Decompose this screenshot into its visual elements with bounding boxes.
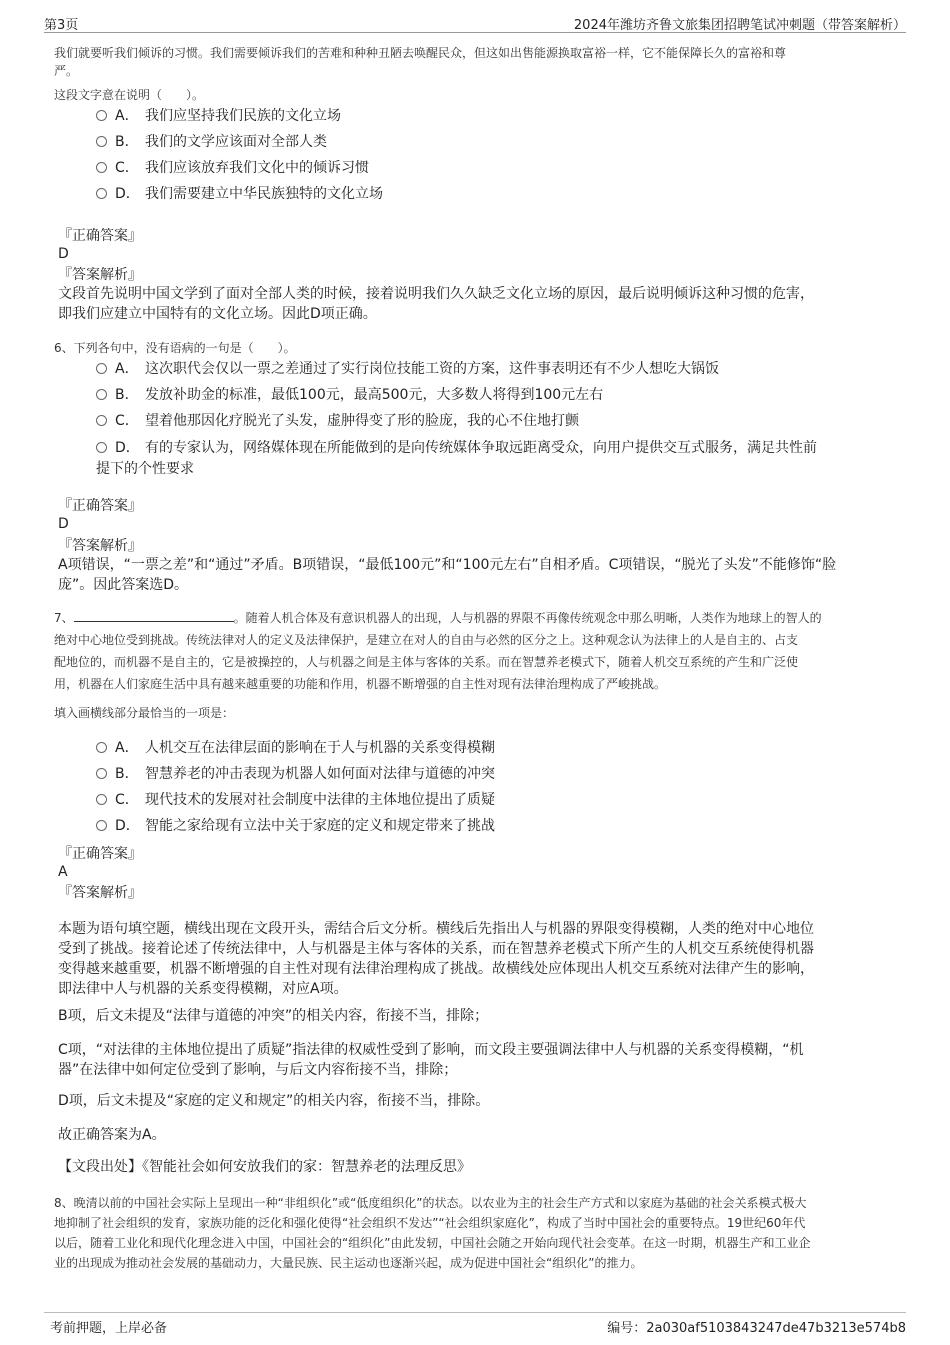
option-letter: D． <box>115 440 140 456</box>
q6-analysis-label: 『答案解析』 <box>58 538 142 554</box>
option-letter: D． <box>115 818 140 834</box>
q5-stem: 这段文字意在说明（ ）。 <box>54 88 205 102</box>
option-text: 发放补助金的标准，最低100元，最高500元，大多数人将得到100元左右 <box>145 387 604 403</box>
q7-passage-line: 配地位的，而机器不是自主的，它是被操控的，人与机器之间是主体与客体的关系。而在智慧养老模式下，随着人机交互系统的产生和广泛使 <box>54 655 799 669</box>
analysis-line: 文段首先说明中国文学到了面对全部人类的时候，接着说明我们久久缺乏文化立场的原因，最后说明倾诉这种习惯的危害， <box>58 286 814 302</box>
q8-passage-line: 业的出现成为推动社会发展的基础动力，大量民族、民主运动也逐渐兴起，成为促进中国社会“组织化”的推力。 <box>54 1256 643 1270</box>
analysis-line: 受到了挑战。接着论述了传统法律中，人与机器是主体与客体的关系，而在智慧养老模式下所产生的人机交互系统使得机器 <box>58 941 814 957</box>
q6-answer-label: 『正确答案』 <box>58 498 142 514</box>
radio-icon[interactable] <box>96 162 107 173</box>
q5-option-a[interactable] <box>96 105 341 127</box>
q7-option-d[interactable] <box>96 815 495 837</box>
q7-stem: 填入画横线部分最恰当的一项是： <box>54 706 235 720</box>
page-header <box>44 14 906 33</box>
q8-passage <box>54 1193 900 1273</box>
q7-option-b[interactable] <box>96 763 495 785</box>
option-letter: C． <box>115 792 139 808</box>
option-letter: A． <box>115 361 139 377</box>
page-footer <box>44 1312 906 1336</box>
option-text: 现代技术的发展对社会制度中法律的主体地位提出了质疑 <box>145 792 495 808</box>
q8-passage-line: 地抑制了社会组织的发育，家族功能的泛化和强化使得“社会组织不发达”“社会组织家庭化”，构成了当时中国社会的重要特点。19世纪60年代 <box>54 1216 806 1230</box>
option-text: 智慧养老的冲击表现为机器人如何面对法律与道德的冲突 <box>145 766 495 782</box>
q6-answer: D <box>58 516 69 532</box>
document-title: 2024年潍坊齐鲁文旅集团招聘笔试冲刺题（带答案解析） <box>573 18 906 33</box>
analysis-line: 器”在法律中如何定位受到了影响，与后文内容衔接不当，排除； <box>58 1062 458 1078</box>
option-letter: B． <box>115 387 139 403</box>
q7-source: 【文段出处】《智能社会如何安放我们的家：智慧养老的法理反思》 <box>58 1159 471 1175</box>
q5-option-c[interactable] <box>96 157 369 179</box>
q7-analysis-label: 『答案解析』 <box>58 885 142 901</box>
q8-passage-line: 8、晚清以前的中国社会实际上呈现出一种“非组织化”或“低度组织化”的状态。以农业为主的社会生产方式和以家庭为基础的社会关系模式极大 <box>54 1196 807 1210</box>
q5-analysis-label: 『答案解析』 <box>58 267 142 283</box>
option-text: 我们的文学应该面对全部人类 <box>145 134 327 150</box>
q7-analysis-para1 <box>58 919 898 999</box>
q7-option-a[interactable] <box>96 737 495 759</box>
q6-option-c[interactable] <box>96 410 579 432</box>
radio-icon[interactable] <box>96 415 107 426</box>
option-text: 这次职代会仅以一票之差通过了实行岗位技能工资的方案，这件事表明还有不少人想吃大锅饭 <box>145 361 719 377</box>
q7-passage-line: 用，机器在人们家庭生活中具有越来越重要的功能和作用，机器不断增强的自主性对现有法律治理构成了严峻挑战。 <box>54 677 667 691</box>
analysis-line: 庞”。因此答案选D。 <box>58 577 189 593</box>
radio-icon[interactable] <box>96 389 107 400</box>
q8-passage-line: 以后，随着工业化和现代化理念进入中国，中国社会的“组织化”由此发轫，中国社会随之开始向现代社会变革。在这一时期，机器生产和工业企 <box>54 1236 811 1250</box>
q5-answer: D <box>58 246 69 262</box>
q7-passage-line <box>54 608 896 628</box>
option-letter: B． <box>115 766 139 782</box>
q5-analysis <box>58 284 898 324</box>
radio-icon[interactable] <box>96 363 107 374</box>
q7-analysis-b: B项，后文未提及“法律与道德的冲突”的相关内容，衔接不当，排除； <box>58 1008 489 1024</box>
option-letter: A． <box>115 108 139 124</box>
q7-option-c[interactable] <box>96 789 495 811</box>
q5-answer-label: 『正确答案』 <box>58 228 142 244</box>
option-text: 有的专家认为，网络媒体现在所能做到的是向传统媒体争取远距离受众，向用户提供交互式服务，满足共性前 <box>145 440 817 456</box>
q5-passage-line: 我们就要听我们倾诉的习惯。我们需要倾诉我们的苦难和种种丑陋去唤醒民众，但这如出售能源换取富裕一样，它不能保障长久的富裕和尊 <box>54 46 787 60</box>
analysis-line: 本题为语句填空题，横线出现在文段开头，需结合后文分析。横线后先指出人与机器的界限变得模糊，人类的绝对中心地位 <box>58 921 814 937</box>
radio-icon[interactable] <box>96 188 107 199</box>
analysis-line: 即法律中人与机器的关系变得模糊，对应A项。 <box>58 981 348 997</box>
radio-icon[interactable] <box>96 136 107 147</box>
q5-passage-line: 严。 <box>54 64 79 78</box>
q6-option-d[interactable] <box>96 437 817 459</box>
q5-option-b[interactable] <box>96 131 327 153</box>
q6-option-d-continued: 提下的个性要求 <box>96 461 194 477</box>
radio-icon[interactable] <box>96 742 107 753</box>
q7-passage-rest: 。随着人机合体及有意识机器人的出现，人与机器的界限不再像传统观念中那么明晰，人类作为地球上的智人的 <box>233 611 822 625</box>
fill-blank <box>74 609 234 622</box>
analysis-line: C项，“对法律的主体地位提出了质疑”指法律的权威性受到了影响，而文段主要强调法律中人与机器的关系变得模糊，“机 <box>58 1042 804 1058</box>
footer-slogan: 考前押题，上岸必备 <box>50 1321 168 1336</box>
option-letter: C． <box>115 160 139 176</box>
option-text: 我们应该放弃我们文化中的倾诉习惯 <box>145 160 369 176</box>
analysis-line: 变得越来越重要，机器不断增强的自主性对现有法律治理构成了挑战。故横线处应体现出人机交互系统对法律产生的影响， <box>58 961 814 977</box>
q5-option-d[interactable] <box>96 183 383 205</box>
option-text: 我们应坚持我们民族的文化立场 <box>145 108 341 124</box>
radio-icon[interactable] <box>96 110 107 121</box>
option-text: 智能之家给现有立法中关于家庭的定义和规定带来了挑战 <box>145 818 495 834</box>
q7-number: 7、 <box>54 611 74 625</box>
q6-option-a[interactable] <box>96 358 719 380</box>
q7-answer: A <box>58 864 68 880</box>
option-text: 人机交互在法律层面的影响在于人与机器的关系变得模糊 <box>145 740 495 756</box>
radio-icon[interactable] <box>96 820 107 831</box>
page-number: 第3页 <box>44 18 79 33</box>
q7-answer-label: 『正确答案』 <box>58 846 142 862</box>
q7-conclusion: 故正确答案为A。 <box>58 1127 166 1143</box>
q6-analysis <box>58 555 898 595</box>
radio-icon[interactable] <box>96 442 107 453</box>
q6-option-b[interactable] <box>96 384 603 406</box>
document-code: 编号：2a030af5103843247de47b3213e574b8 <box>607 1321 906 1336</box>
option-letter: D． <box>115 186 140 202</box>
option-letter: C． <box>115 413 139 429</box>
option-text: 我们需要建立中华民族独特的文化立场 <box>145 186 383 202</box>
q6-stem: 6、下列各句中，没有语病的一句是（ ）。 <box>54 341 296 355</box>
analysis-line: 即我们应建立中国特有的文化立场。因此D项正确。 <box>58 306 377 322</box>
option-letter: B． <box>115 134 139 150</box>
radio-icon[interactable] <box>96 794 107 805</box>
q7-passage <box>54 608 896 694</box>
q7-analysis-d: D项，后文未提及“家庭的定义和规定”的相关内容，衔接不当，排除。 <box>58 1093 490 1109</box>
q7-analysis-c <box>58 1040 898 1080</box>
option-text: 望着他那因化疗脱光了头发，虚肿得变了形的脸庞，我的心不住地打颤 <box>145 413 579 429</box>
q5-passage <box>54 43 894 81</box>
radio-icon[interactable] <box>96 768 107 779</box>
q7-passage-line: 绝对中心地位受到挑战。传统法律对人的定义及法律保护，是建立在对人的自由与必然的区分之上。这种观念认为法律上的人是自主的、占支 <box>54 633 799 647</box>
analysis-line: A项错误，“一票之差”和“通过”矛盾。B项错误，“最低100元”和“100元左右”自相矛盾。C项错误，“脱光了头发”不能修饰“脸 <box>58 557 837 573</box>
option-letter: A． <box>115 740 139 756</box>
